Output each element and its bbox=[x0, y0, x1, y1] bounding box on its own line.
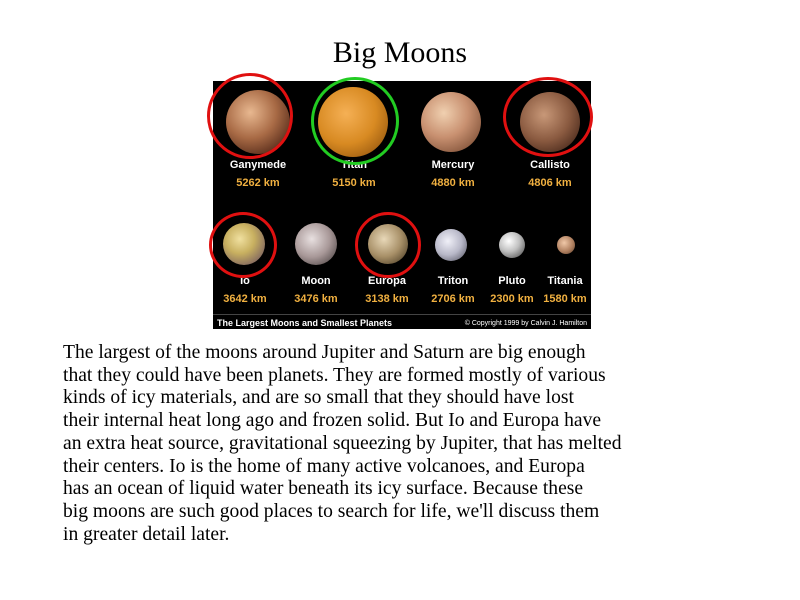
callisto-label: Callisto bbox=[530, 159, 570, 171]
titania-size: 1580 km bbox=[543, 293, 587, 305]
figure-caption: The Largest Moons and Smallest Planets bbox=[217, 318, 393, 328]
europa-highlight-ring bbox=[355, 212, 421, 278]
pluto-globe bbox=[499, 232, 525, 258]
europa-label: Europa bbox=[368, 275, 406, 287]
body-line: in greater detail later. bbox=[63, 523, 230, 545]
body-line: their internal heat long ago and frozen solid. But Io and Europa have bbox=[63, 410, 602, 432]
body-line: The largest of the moons around Jupiter and Saturn are big enough bbox=[63, 342, 586, 363]
europa-size: 3138 km bbox=[365, 293, 409, 305]
moon-label: Moon bbox=[301, 275, 331, 287]
titan-label: Titan bbox=[340, 159, 368, 171]
callisto-size: 4806 km bbox=[528, 177, 572, 189]
triton-size: 2706 km bbox=[431, 293, 475, 305]
callisto-highlight-ring bbox=[503, 77, 593, 157]
body-line: big moons are such good places to search for life, we'll discuss them bbox=[63, 500, 600, 522]
body-line: kinds of icy materials, and are so small that they should have lost bbox=[63, 387, 574, 409]
moon-size: 3476 km bbox=[294, 293, 338, 305]
pluto-size: 2300 km bbox=[490, 293, 534, 305]
io-size: 3642 km bbox=[223, 293, 267, 305]
pluto-label: Pluto bbox=[498, 275, 526, 287]
mercury-label: Mercury bbox=[431, 159, 475, 171]
body-line: an extra heat source, gravitational squeezing by Jupiter, that has melted bbox=[63, 432, 622, 454]
mercury-size: 4880 km bbox=[431, 177, 475, 189]
titania-label: Titania bbox=[547, 275, 583, 287]
io-highlight-ring bbox=[209, 212, 277, 278]
ganymede-size: 5262 km bbox=[236, 177, 280, 189]
body-line: has an ocean of liquid water beneath its icy surface. Because these bbox=[63, 478, 584, 500]
ganymede-highlight-ring bbox=[207, 73, 293, 159]
mercury-globe bbox=[421, 92, 481, 152]
titan-size: 5150 km bbox=[332, 177, 376, 189]
io-label: Io bbox=[240, 275, 250, 287]
triton-label: Triton bbox=[437, 275, 469, 287]
triton-globe bbox=[435, 229, 467, 261]
titan-highlight-ring bbox=[311, 77, 399, 165]
slide-title: Big Moons bbox=[332, 36, 468, 69]
moon-globe bbox=[295, 223, 337, 265]
body-paragraph bbox=[63, 342, 773, 546]
figure-caption-bar bbox=[213, 314, 591, 329]
body-line: their centers. Io is the home of many active volcanoes, and Europa bbox=[63, 455, 585, 477]
moons-comparison-image bbox=[213, 81, 591, 329]
body-line: that they could have been planets. They are formed mostly of various bbox=[63, 364, 606, 386]
titania-globe bbox=[557, 236, 575, 254]
ganymede-label: Ganymede bbox=[229, 159, 287, 171]
figure-copyright: © Copyright 1999 by Calvin J. Hamilton bbox=[464, 320, 587, 327]
